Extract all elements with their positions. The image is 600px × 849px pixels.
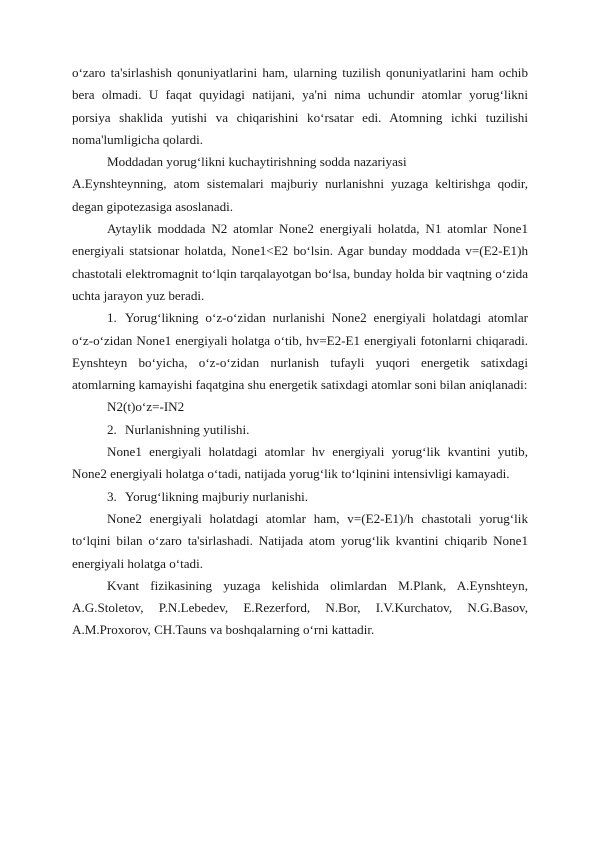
paragraph-2-rest: A.Eynshteynning, atom sistemalari majburiy nurlanishni yuzaga keltirishga qodir, degan gipotezasiga asoslanadi.: [72, 176, 528, 214]
list-item-3-number: 3.: [107, 488, 117, 504]
paragraph-6: Kvant fizikasining yuzaga kelishida olimlardan M.Plank, A.Eynshteyn, A.G.Stoletov, P.N.Lebedev, E.Rezerford, N.Bor, I.V.Kurchatov, N.G.Basov, A.M.Proxorov, CH.Tauns va boshqalarning o‘rni kattadir.: [72, 577, 528, 638]
document-page: [72, 62, 528, 642]
paragraph-3: Aytaylik moddada N2 atomlar None2 energiyali holatda, N1 atomlar None1 energiyali statsionar holatda, None1<E2 bo‘lsin. Agar bunday moddada v=(E2-E1)h chastotali elektromagnit to‘lqin tarqalayotgan bo‘lsa, bunday holda bir vaqtning o‘zida uchta jarayon yuz beradi.: [72, 221, 528, 303]
list-item-2-text: Nurlanishning yutilishi.: [125, 421, 250, 437]
list-item-1: [72, 307, 528, 396]
paragraph-1: o‘zaro ta'sirlashish qonuniyatlarini ham, ularning tuzilish qonuniyatlarini ham ochib bera olmadi. U faqat quyidagi natijani, ya'ni nima uchundir atomlar yorug‘likni porsiya shaklida yutishi va chiqarishini ko‘rsatar edi. Atomning ichki tuzilishi noma'lumligicha qolardi.: [72, 65, 528, 147]
formula: N2(t)o‘z=-IN2: [107, 399, 185, 415]
list-item-3: [72, 486, 528, 508]
paragraph-4: None1 energiyali holatdagi atomlar hv energiyali yorug‘lik kvantini yutib, None2 energiyali holatga o‘tadi, natijada yorug‘lik to‘lqinini intensivligi kamayadi.: [72, 444, 528, 482]
paragraph-2-first-line: Moddadan yorug‘likni kuchaytirishning sodda nazariyasi: [107, 154, 407, 170]
list-item-3-text: Yorug‘likning majburiy nurlanishi.: [125, 488, 309, 504]
list-item-1-number: 1.: [107, 310, 117, 326]
list-item-2-number: 2.: [107, 421, 117, 437]
list-item-1-text: Yorug‘likning o‘z-o‘zidan nurlanishi None2 energiyali holatdagi atomlar o‘z-o‘zidan None1 energiyali holatga o‘tib, hv=E2-E1 energiyali fotonlarni chiqaradi. Eynshteyn bo‘yicha, o‘z-o‘zidan nurlanish tufayli yuqori energetik satixdagi atomlarning kamayishi faqatgina shu energetik satixdagi atomlar soni bilan aniqlanadi:: [72, 310, 528, 393]
paragraph-5: None2 energiyali holatdagi atomlar ham, v=(E2-E1)/h chastotali yorug‘lik to‘lqini bilan o‘zaro ta'sirlashadi. Natijada atom yorug‘lik kvantini chiqarib None1 energiyali holatga o‘tadi.: [72, 510, 528, 571]
list-item-2: [72, 419, 528, 441]
